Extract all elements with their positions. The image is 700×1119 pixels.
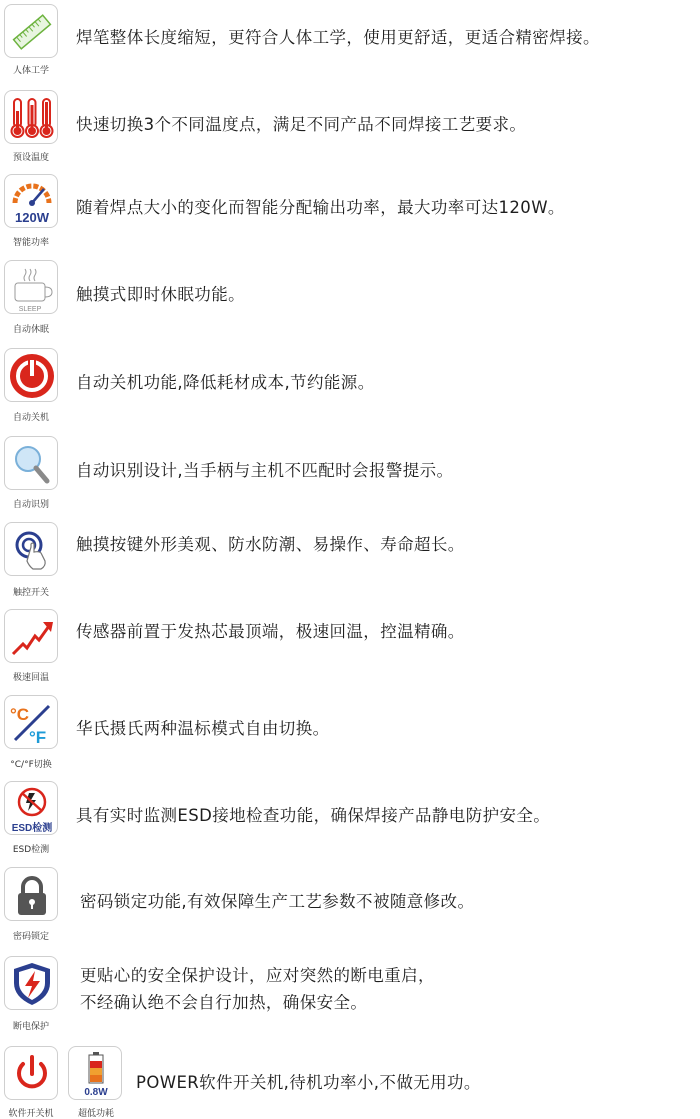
esd-icon: [4, 781, 58, 835]
power-consumption-text: 0.8W: [84, 1087, 108, 1098]
feature-text: 自动关机功能,降低耗材成本,节约能源。: [76, 373, 375, 392]
trend-up-icon: [4, 609, 58, 663]
celsius-fahrenheit-icon: [4, 695, 58, 749]
gauge-value: 120W: [15, 210, 49, 225]
magnifier-icon: [4, 436, 58, 490]
feature-text: 密码锁定功能,有效保障生产工艺参数不被随意修改。: [80, 892, 475, 911]
thermometer-icon: [4, 90, 58, 144]
feature-label: 自动关机: [12, 413, 49, 423]
feature-label: 触控开关: [12, 588, 49, 598]
feature-label: 极速回温: [12, 673, 49, 683]
feature-text: 具有实时监测ESD接地检查功能，确保焊接产品静电防护安全。: [76, 806, 551, 825]
feature-label: °C/°F切换: [10, 760, 52, 770]
feature-text: 焊笔整体长度缩短，更符合人体工学，使用更舒适，更适合精密焊接。: [76, 28, 600, 47]
feature-text: 华氏摄氏两种温标模式自由切换。: [76, 719, 330, 738]
feature-text: 快速切换3个不同温度点，满足不同产品不同焊接工艺要求。: [76, 115, 527, 134]
feature-label: ESD检测: [12, 845, 50, 855]
feature-label: 软件开关机: [8, 1109, 54, 1119]
shield-icon: [4, 956, 58, 1010]
feature-text: 传感器前置于发热芯最顶端，极速回温，控温精确。: [76, 622, 465, 641]
battery-icon: [68, 1046, 122, 1100]
esd-text: ESD检测: [11, 823, 53, 834]
gauge-icon: [4, 174, 58, 228]
feature-text: 随着焊点大小的变化而智能分配输出功率，最大功率可达120W。: [76, 198, 565, 217]
touch-icon: [4, 522, 58, 576]
feature-text-line2: 不经确认绝不会自行加热，确保安全。: [80, 993, 368, 1012]
feature-label: 预设温度: [12, 153, 49, 163]
feature-label: 密码锁定: [12, 932, 49, 942]
celsius-text: °C: [10, 705, 30, 724]
feature-label: 断电保护: [12, 1022, 49, 1032]
feature-text: 自动识别设计,当手柄与主机不匹配时会报警提示。: [76, 461, 454, 480]
feature-label: 自动识别: [12, 500, 49, 510]
cup-icon: [4, 260, 58, 314]
feature-text: POWER软件开关机,待机功率小,不做无用功。: [136, 1073, 481, 1092]
power-button-icon: [4, 1046, 58, 1100]
power-icon: [4, 348, 58, 402]
feature-label: 人体工学: [12, 66, 49, 76]
feature-text: 触摸按键外形美观、防水防潮、易操作、寿命超长。: [76, 535, 465, 554]
feature-text-line1: 更贴心的安全保护设计，应对突然的断电重启，: [80, 966, 435, 985]
lock-icon: [4, 867, 58, 921]
fahrenheit-text: °F: [29, 728, 47, 747]
feature-text: 触摸式即时休眠功能。: [76, 285, 245, 304]
sleep-text: SLEEP: [18, 306, 42, 313]
feature-label-2: 超低功耗: [77, 1109, 114, 1119]
feature-label: 自动休眠: [12, 325, 49, 335]
feature-label: 智能功率: [12, 238, 49, 248]
ruler-icon: [4, 4, 58, 58]
